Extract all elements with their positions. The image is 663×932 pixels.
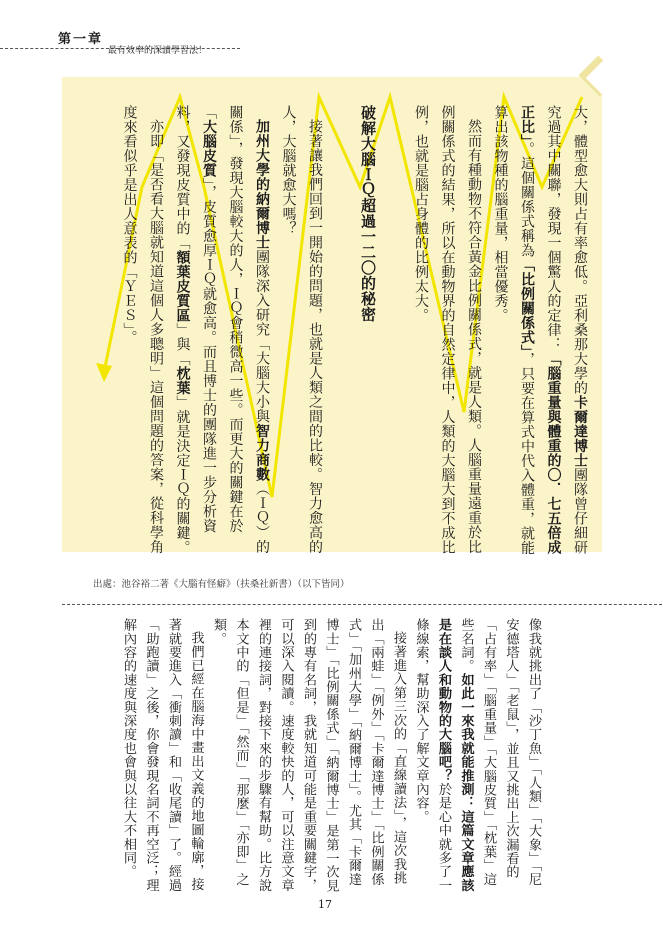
paragraph: 接著讓我們回到一開始的問題，也就是人類之間的比較。智力愈高的人，大腦就愈大嗎？ — [280, 105, 323, 554]
section-divider — [62, 604, 662, 605]
keyword: 卡爾達博士 — [572, 395, 588, 468]
text-run: 。這個關係式稱為 — [519, 141, 535, 258]
text-run: 於是心中就多了一條線索，幫助深入了解文章內容。 — [413, 618, 451, 893]
keyword: 「比例關係式」 — [519, 257, 535, 352]
keyword: 「腦重量與體重的〇．七五倍成正比」 — [519, 105, 562, 555]
paragraph — [487, 105, 593, 555]
keyword: 大腦皮質 — [201, 119, 217, 178]
text-run: ，只要在算式中代入體重，就能算出該物種的腦重量，相當優秀。 — [492, 105, 535, 555]
lower-text — [92, 618, 544, 893]
page-header — [0, 0, 663, 62]
panel-text — [95, 105, 593, 555]
keyword: 智力商數 — [254, 423, 270, 482]
text-run: 團隊深入研究「大腦大小與 — [254, 249, 270, 424]
keyword: 枕葉 — [174, 366, 191, 395]
paragraph — [409, 618, 544, 893]
keyword: 如此一來我就能推測：這篇文章應該是在談人和動物的大腦吧？ — [436, 618, 474, 893]
chapter-label: 第一章 — [58, 32, 104, 47]
page-number: 17 — [318, 898, 332, 911]
text-run: 像我就挑出了「沙丁魚」「人類」「大象」「尼安德塔人」「老鼠」，並且又挑出上次漏看的「占有率」「腦重量」「大腦皮質」「枕葉」這些名詞。 — [458, 618, 541, 886]
text-run: 」與「 — [174, 322, 191, 366]
paragraph: 接著進入第三次的「直線讀法」，這次我挑出「兩蛙」「例外」「卡爾達博士」「比例關係式」「加州大學」「納爾博士」。尤其「卡爾達博士」「比例關係式」「納爾博士」是第一次見到的專有名詞，我就知道可能是重要關鍵字，可以深入閱讀。速度較快的人，可以注意文章裡的連接詞，對接下來的步驟有幫助。比方說本文中的「但是」「然而」「那麼」「亦即」之類。 — [211, 618, 406, 893]
text-run: 」就是決定ＩＱ的關鍵。 — [174, 395, 191, 555]
text-run: 團隊曾仔細研究過其中關聯，發現一個驚人的定律： — [545, 105, 588, 555]
text-run: 」，皮質愈厚ＩＱ就愈高。而且博士的團隊進一步分析資料，又發現皮質中的「 — [174, 105, 217, 533]
paragraph: 亦即「是否看大腦就知道這個人多聰明」這個問題的答案，從科學角度來看似乎是出人意表的「ＹＥＳ」。 — [121, 105, 164, 554]
paragraph — [169, 105, 275, 555]
spacer — [381, 105, 408, 555]
section-heading: 破解大腦ＩＱ超過一二〇的秘密 — [359, 105, 377, 322]
text-run: （ＩＱ）的關係」，發現大腦較大的人，ＩＱ會稍微高一些。而更大的關鍵在於「 — [201, 105, 270, 554]
spacer — [328, 105, 355, 555]
keyword: 加州大學的納爾博士 — [254, 119, 270, 250]
paragraph: 我們已經在腦海中畫出文義的地圖輪廓，接著就要進入「衝刺讀」和「收尾讀」了。經過「助跑讀」之後，你會發現名詞不再空泛；理解內容的速度與深度也會與以往大不相同。 — [121, 618, 204, 892]
paragraph: 然而有種動物不符合黃金比例關係式，就是人類。人腦重量遠重於比例關係式的結果，所以在動物界的自然定律中，人類的大腦大到不成比例，也就是腦占身體的比例太大。 — [413, 105, 482, 555]
keyword: 額葉皮質區 — [174, 250, 191, 323]
book-title: 最有效率的深讀學習法！ — [108, 46, 208, 56]
text-run: 大，體型愈大則占有率愈低。亞利桑那大學的 — [572, 105, 588, 395]
source-citation: 出處：池谷裕二著《大腦有怪癖》（扶桑社新書）（以下皆同） — [93, 579, 350, 590]
